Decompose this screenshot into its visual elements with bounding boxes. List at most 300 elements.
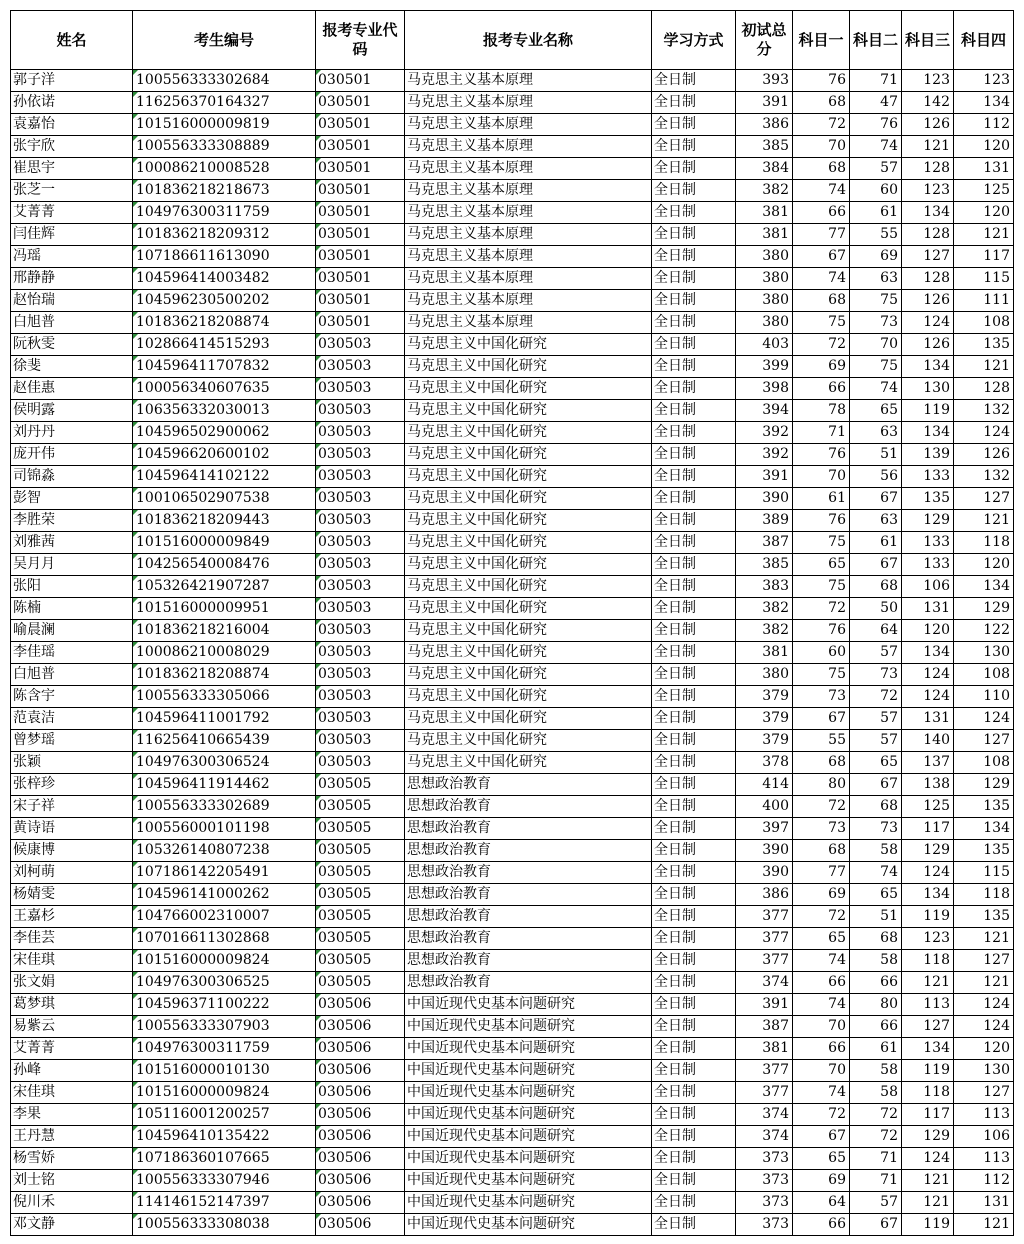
cell-major-name: 马克思主义中国化研究 [405, 510, 652, 532]
cell-name: 张文娟 [11, 972, 133, 994]
cell-subject4: 108 [954, 752, 1014, 774]
cell-total: 403 [736, 334, 793, 356]
cell-subject4: 108 [954, 312, 1014, 334]
table-row [11, 92, 1014, 114]
table-row [11, 180, 1014, 202]
cell-major-name: 马克思主义中国化研究 [405, 752, 652, 774]
cell-subject2: 58 [850, 1060, 902, 1082]
cell-major-code: 030503 [316, 488, 405, 510]
cell-exam-id: 100556333308889 [133, 136, 316, 158]
table-row [11, 1170, 1014, 1192]
cell-name: 张阳 [11, 576, 133, 598]
cell-major-name: 思想政治教育 [405, 884, 652, 906]
cell-exam-id: 101516000009824 [133, 950, 316, 972]
cell-subject1: 69 [793, 1170, 850, 1192]
cell-name: 袁嘉怡 [11, 114, 133, 136]
cell-total: 392 [736, 444, 793, 466]
cell-study-mode: 全日制 [652, 466, 736, 488]
cell-subject1: 69 [793, 356, 850, 378]
cell-study-mode: 全日制 [652, 950, 736, 972]
cell-subject2: 63 [850, 268, 902, 290]
table-row [11, 1192, 1014, 1214]
cell-subject1: 64 [793, 1192, 850, 1214]
cell-subject4: 129 [954, 774, 1014, 796]
cell-total: 381 [736, 202, 793, 224]
cell-major-code: 030503 [316, 620, 405, 642]
cell-subject4: 134 [954, 576, 1014, 598]
cell-study-mode: 全日制 [652, 928, 736, 950]
cell-major-name: 马克思主义中国化研究 [405, 686, 652, 708]
cell-exam-id: 100556333302684 [133, 70, 316, 92]
cell-subject2: 57 [850, 730, 902, 752]
cell-total: 389 [736, 510, 793, 532]
table-row [11, 906, 1014, 928]
table-row [11, 708, 1014, 730]
cell-study-mode: 全日制 [652, 840, 736, 862]
cell-exam-id: 100556333307946 [133, 1170, 316, 1192]
cell-major-code: 030503 [316, 752, 405, 774]
cell-major-name: 马克思主义中国化研究 [405, 466, 652, 488]
cell-subject2: 57 [850, 642, 902, 664]
table-row [11, 840, 1014, 862]
cell-subject4: 113 [954, 1104, 1014, 1126]
cell-subject1: 74 [793, 268, 850, 290]
cell-subject1: 75 [793, 532, 850, 554]
cell-study-mode: 全日制 [652, 774, 736, 796]
cell-subject4: 125 [954, 180, 1014, 202]
cell-subject2: 57 [850, 158, 902, 180]
cell-major-code: 030506 [316, 1148, 405, 1170]
cell-total: 390 [736, 488, 793, 510]
cell-major-name: 思想政治教育 [405, 906, 652, 928]
cell-subject3: 138 [902, 774, 954, 796]
header-exam-id: 考生编号 [133, 11, 316, 70]
cell-total: 377 [736, 1060, 793, 1082]
cell-study-mode: 全日制 [652, 1214, 736, 1236]
cell-subject3: 120 [902, 620, 954, 642]
header-subject4: 科目四 [954, 11, 1014, 70]
cell-subject4: 121 [954, 928, 1014, 950]
cell-major-name: 思想政治教育 [405, 972, 652, 994]
cell-subject1: 65 [793, 554, 850, 576]
cell-subject2: 67 [850, 554, 902, 576]
cell-major-name: 马克思主义中国化研究 [405, 598, 652, 620]
cell-study-mode: 全日制 [652, 1082, 736, 1104]
cell-subject2: 67 [850, 488, 902, 510]
cell-major-code: 030503 [316, 554, 405, 576]
cell-subject2: 72 [850, 1104, 902, 1126]
cell-major-name: 马克思主义基本原理 [405, 92, 652, 114]
cell-study-mode: 全日制 [652, 1038, 736, 1060]
cell-exam-id: 104596371100222 [133, 994, 316, 1016]
cell-study-mode: 全日制 [652, 268, 736, 290]
cell-subject4: 134 [954, 818, 1014, 840]
cell-subject1: 71 [793, 422, 850, 444]
cell-subject3: 128 [902, 158, 954, 180]
cell-total: 373 [736, 1192, 793, 1214]
cell-study-mode: 全日制 [652, 488, 736, 510]
cell-total: 386 [736, 884, 793, 906]
cell-subject1: 67 [793, 246, 850, 268]
cell-subject3: 119 [902, 400, 954, 422]
table-row [11, 818, 1014, 840]
cell-subject1: 77 [793, 224, 850, 246]
header-subject3: 科目三 [902, 11, 954, 70]
cell-subject1: 69 [793, 884, 850, 906]
table-row [11, 1126, 1014, 1148]
cell-exam-id: 100556333307903 [133, 1016, 316, 1038]
table-row [11, 686, 1014, 708]
cell-study-mode: 全日制 [652, 686, 736, 708]
table-row [11, 356, 1014, 378]
cell-subject4: 120 [954, 202, 1014, 224]
table-row [11, 1060, 1014, 1082]
cell-subject2: 68 [850, 796, 902, 818]
cell-subject3: 133 [902, 466, 954, 488]
cell-major-code: 030503 [316, 510, 405, 532]
cell-subject2: 57 [850, 1192, 902, 1214]
cell-exam-id: 104596230500202 [133, 290, 316, 312]
cell-study-mode: 全日制 [652, 1016, 736, 1038]
cell-subject1: 74 [793, 1082, 850, 1104]
cell-total: 391 [736, 466, 793, 488]
cell-major-name: 马克思主义中国化研究 [405, 422, 652, 444]
cell-subject3: 134 [902, 356, 954, 378]
cell-name: 彭智 [11, 488, 133, 510]
cell-subject3: 128 [902, 224, 954, 246]
cell-subject4: 124 [954, 708, 1014, 730]
cell-major-code: 030501 [316, 202, 405, 224]
cell-subject4: 131 [954, 158, 1014, 180]
table-row [11, 334, 1014, 356]
cell-exam-id: 114146152147397 [133, 1192, 316, 1214]
cell-subject3: 140 [902, 730, 954, 752]
cell-subject4: 121 [954, 224, 1014, 246]
table-row [11, 576, 1014, 598]
cell-subject3: 119 [902, 906, 954, 928]
cell-subject1: 66 [793, 1214, 850, 1236]
cell-total: 387 [736, 532, 793, 554]
cell-total: 380 [736, 312, 793, 334]
cell-exam-id: 104596620600102 [133, 444, 316, 466]
cell-exam-id: 104596411001792 [133, 708, 316, 730]
cell-subject1: 60 [793, 642, 850, 664]
cell-subject4: 124 [954, 994, 1014, 1016]
cell-name: 李佳瑶 [11, 642, 133, 664]
cell-total: 377 [736, 1082, 793, 1104]
cell-subject4: 135 [954, 796, 1014, 818]
cell-subject1: 68 [793, 92, 850, 114]
cell-subject3: 134 [902, 422, 954, 444]
cell-exam-id: 104596414102122 [133, 466, 316, 488]
cell-subject1: 68 [793, 158, 850, 180]
cell-major-name: 马克思主义中国化研究 [405, 400, 652, 422]
cell-total: 398 [736, 378, 793, 400]
cell-subject4: 127 [954, 730, 1014, 752]
cell-subject2: 56 [850, 466, 902, 488]
cell-exam-id: 100086210008029 [133, 642, 316, 664]
cell-total: 394 [736, 400, 793, 422]
cell-major-name: 中国近现代史基本问题研究 [405, 1016, 652, 1038]
cell-exam-id: 107186142205491 [133, 862, 316, 884]
cell-exam-id: 101836218208874 [133, 664, 316, 686]
cell-study-mode: 全日制 [652, 862, 736, 884]
cell-subject3: 121 [902, 1170, 954, 1192]
cell-major-code: 030505 [316, 884, 405, 906]
cell-total: 387 [736, 1016, 793, 1038]
cell-subject3: 126 [902, 334, 954, 356]
cell-subject3: 118 [902, 950, 954, 972]
cell-subject1: 68 [793, 290, 850, 312]
cell-study-mode: 全日制 [652, 1060, 736, 1082]
cell-subject4: 111 [954, 290, 1014, 312]
cell-study-mode: 全日制 [652, 180, 736, 202]
cell-total: 384 [736, 158, 793, 180]
cell-subject1: 66 [793, 972, 850, 994]
cell-name: 杨雪娇 [11, 1148, 133, 1170]
cell-major-code: 030501 [316, 180, 405, 202]
cell-major-name: 马克思主义中国化研究 [405, 576, 652, 598]
cell-total: 373 [736, 1170, 793, 1192]
cell-subject1: 75 [793, 312, 850, 334]
cell-name: 杨婧雯 [11, 884, 133, 906]
cell-subject1: 68 [793, 752, 850, 774]
table-row [11, 70, 1014, 92]
cell-subject2: 63 [850, 422, 902, 444]
cell-exam-id: 105326140807238 [133, 840, 316, 862]
table-row [11, 158, 1014, 180]
cell-major-name: 思想政治教育 [405, 950, 652, 972]
cell-exam-id: 104976300311759 [133, 1038, 316, 1060]
cell-major-name: 马克思主义基本原理 [405, 158, 652, 180]
cell-major-code: 030503 [316, 730, 405, 752]
cell-subject3: 119 [902, 1060, 954, 1082]
cell-exam-id: 101836218209443 [133, 510, 316, 532]
cell-subject1: 78 [793, 400, 850, 422]
cell-subject1: 80 [793, 774, 850, 796]
cell-name: 孙依诺 [11, 92, 133, 114]
cell-major-name: 马克思主义中国化研究 [405, 620, 652, 642]
cell-subject4: 110 [954, 686, 1014, 708]
cell-study-mode: 全日制 [652, 884, 736, 906]
cell-exam-id: 104596410135422 [133, 1126, 316, 1148]
cell-study-mode: 全日制 [652, 598, 736, 620]
cell-study-mode: 全日制 [652, 444, 736, 466]
table-row [11, 1016, 1014, 1038]
cell-subject2: 70 [850, 334, 902, 356]
cell-major-code: 030506 [316, 1126, 405, 1148]
cell-name: 阮秋雯 [11, 334, 133, 356]
cell-name: 刘丹丹 [11, 422, 133, 444]
cell-major-name: 中国近现代史基本问题研究 [405, 1192, 652, 1214]
cell-subject4: 132 [954, 400, 1014, 422]
header-name: 姓名 [11, 11, 133, 70]
cell-name: 邓文静 [11, 1214, 133, 1236]
cell-subject4: 118 [954, 532, 1014, 554]
header-row [11, 11, 1014, 70]
cell-major-name: 马克思主义基本原理 [405, 180, 652, 202]
cell-major-code: 030501 [316, 158, 405, 180]
header-subject1: 科目一 [793, 11, 850, 70]
cell-name: 葛梦琪 [11, 994, 133, 1016]
cell-subject3: 113 [902, 994, 954, 1016]
table-row [11, 774, 1014, 796]
cell-major-name: 马克思主义基本原理 [405, 224, 652, 246]
cell-study-mode: 全日制 [652, 378, 736, 400]
cell-subject1: 72 [793, 114, 850, 136]
header-major-name: 报考专业名称 [405, 11, 652, 70]
cell-major-name: 马克思主义中国化研究 [405, 642, 652, 664]
table-row [11, 312, 1014, 334]
table-row [11, 752, 1014, 774]
cell-exam-id: 100106502907538 [133, 488, 316, 510]
cell-subject3: 129 [902, 840, 954, 862]
cell-major-code: 030503 [316, 444, 405, 466]
cell-subject4: 121 [954, 356, 1014, 378]
cell-major-code: 030505 [316, 928, 405, 950]
cell-subject4: 121 [954, 1214, 1014, 1236]
cell-name: 曾梦瑶 [11, 730, 133, 752]
cell-subject2: 58 [850, 840, 902, 862]
cell-subject4: 129 [954, 598, 1014, 620]
cell-name: 宋佳琪 [11, 950, 133, 972]
cell-exam-id: 104256540008476 [133, 554, 316, 576]
cell-major-name: 马克思主义中国化研究 [405, 708, 652, 730]
cell-major-code: 030505 [316, 774, 405, 796]
cell-subject2: 67 [850, 774, 902, 796]
cell-subject1: 70 [793, 466, 850, 488]
score-table-container [10, 10, 1014, 1236]
table-row [11, 1148, 1014, 1170]
cell-subject2: 61 [850, 202, 902, 224]
cell-total: 380 [736, 290, 793, 312]
cell-subject1: 66 [793, 1038, 850, 1060]
cell-study-mode: 全日制 [652, 92, 736, 114]
cell-exam-id: 105326421907287 [133, 576, 316, 598]
cell-subject1: 66 [793, 378, 850, 400]
cell-total: 379 [736, 708, 793, 730]
cell-major-code: 030501 [316, 92, 405, 114]
cell-subject3: 129 [902, 1126, 954, 1148]
table-row [11, 664, 1014, 686]
cell-total: 390 [736, 840, 793, 862]
table-row [11, 466, 1014, 488]
cell-major-name: 马克思主义中国化研究 [405, 356, 652, 378]
cell-exam-id: 104596141000262 [133, 884, 316, 906]
cell-major-name: 马克思主义基本原理 [405, 290, 652, 312]
cell-total: 380 [736, 246, 793, 268]
cell-subject3: 129 [902, 510, 954, 532]
cell-exam-id: 100556333305066 [133, 686, 316, 708]
cell-total: 382 [736, 598, 793, 620]
cell-total: 374 [736, 1126, 793, 1148]
table-row [11, 796, 1014, 818]
cell-subject3: 124 [902, 312, 954, 334]
cell-study-mode: 全日制 [652, 972, 736, 994]
cell-major-code: 030506 [316, 1016, 405, 1038]
cell-exam-id: 101516000009951 [133, 598, 316, 620]
cell-major-name: 思想政治教育 [405, 862, 652, 884]
cell-exam-id: 107186360107665 [133, 1148, 316, 1170]
cell-subject3: 119 [902, 1214, 954, 1236]
cell-subject4: 130 [954, 642, 1014, 664]
cell-total: 377 [736, 906, 793, 928]
cell-study-mode: 全日制 [652, 554, 736, 576]
cell-subject1: 74 [793, 950, 850, 972]
cell-subject2: 47 [850, 92, 902, 114]
cell-name: 张芝一 [11, 180, 133, 202]
cell-study-mode: 全日制 [652, 70, 736, 92]
cell-exam-id: 116256370164327 [133, 92, 316, 114]
cell-subject4: 122 [954, 620, 1014, 642]
cell-exam-id: 101516000009824 [133, 1082, 316, 1104]
cell-total: 397 [736, 818, 793, 840]
cell-name: 艾菁菁 [11, 1038, 133, 1060]
cell-study-mode: 全日制 [652, 400, 736, 422]
cell-subject1: 72 [793, 1104, 850, 1126]
cell-subject1: 70 [793, 1016, 850, 1038]
cell-subject1: 74 [793, 994, 850, 1016]
cell-major-name: 马克思主义基本原理 [405, 70, 652, 92]
cell-major-name: 马克思主义中国化研究 [405, 378, 652, 400]
cell-subject3: 134 [902, 202, 954, 224]
header-total: 初试总分 [736, 11, 793, 70]
cell-major-name: 马克思主义基本原理 [405, 246, 652, 268]
cell-subject2: 64 [850, 620, 902, 642]
cell-major-name: 马克思主义基本原理 [405, 114, 652, 136]
cell-total: 373 [736, 1214, 793, 1236]
cell-major-code: 030506 [316, 1192, 405, 1214]
cell-subject4: 128 [954, 378, 1014, 400]
cell-major-code: 030505 [316, 950, 405, 972]
cell-subject3: 131 [902, 708, 954, 730]
cell-name: 白旭普 [11, 664, 133, 686]
cell-subject2: 74 [850, 378, 902, 400]
cell-subject1: 72 [793, 598, 850, 620]
cell-subject3: 133 [902, 554, 954, 576]
cell-major-code: 030503 [316, 334, 405, 356]
cell-major-name: 思想政治教育 [405, 928, 652, 950]
table-row [11, 928, 1014, 950]
cell-major-code: 030501 [316, 312, 405, 334]
cell-major-name: 思想政治教育 [405, 774, 652, 796]
cell-major-code: 030506 [316, 1104, 405, 1126]
cell-name: 闫佳辉 [11, 224, 133, 246]
cell-subject2: 71 [850, 1148, 902, 1170]
cell-subject3: 131 [902, 598, 954, 620]
cell-major-name: 中国近现代史基本问题研究 [405, 1126, 652, 1148]
cell-study-mode: 全日制 [652, 1192, 736, 1214]
cell-name: 邢静静 [11, 268, 133, 290]
cell-major-code: 030501 [316, 114, 405, 136]
cell-name: 张颖 [11, 752, 133, 774]
cell-total: 381 [736, 642, 793, 664]
cell-subject2: 58 [850, 950, 902, 972]
cell-major-code: 030503 [316, 532, 405, 554]
cell-subject4: 130 [954, 1060, 1014, 1082]
cell-subject2: 68 [850, 928, 902, 950]
cell-exam-id: 101516000009849 [133, 532, 316, 554]
cell-subject3: 130 [902, 378, 954, 400]
cell-major-code: 030501 [316, 224, 405, 246]
cell-exam-id: 104596411707832 [133, 356, 316, 378]
cell-subject2: 51 [850, 906, 902, 928]
cell-name: 庞开伟 [11, 444, 133, 466]
cell-study-mode: 全日制 [652, 620, 736, 642]
cell-subject3: 128 [902, 268, 954, 290]
cell-total: 382 [736, 620, 793, 642]
cell-major-code: 030506 [316, 1082, 405, 1104]
